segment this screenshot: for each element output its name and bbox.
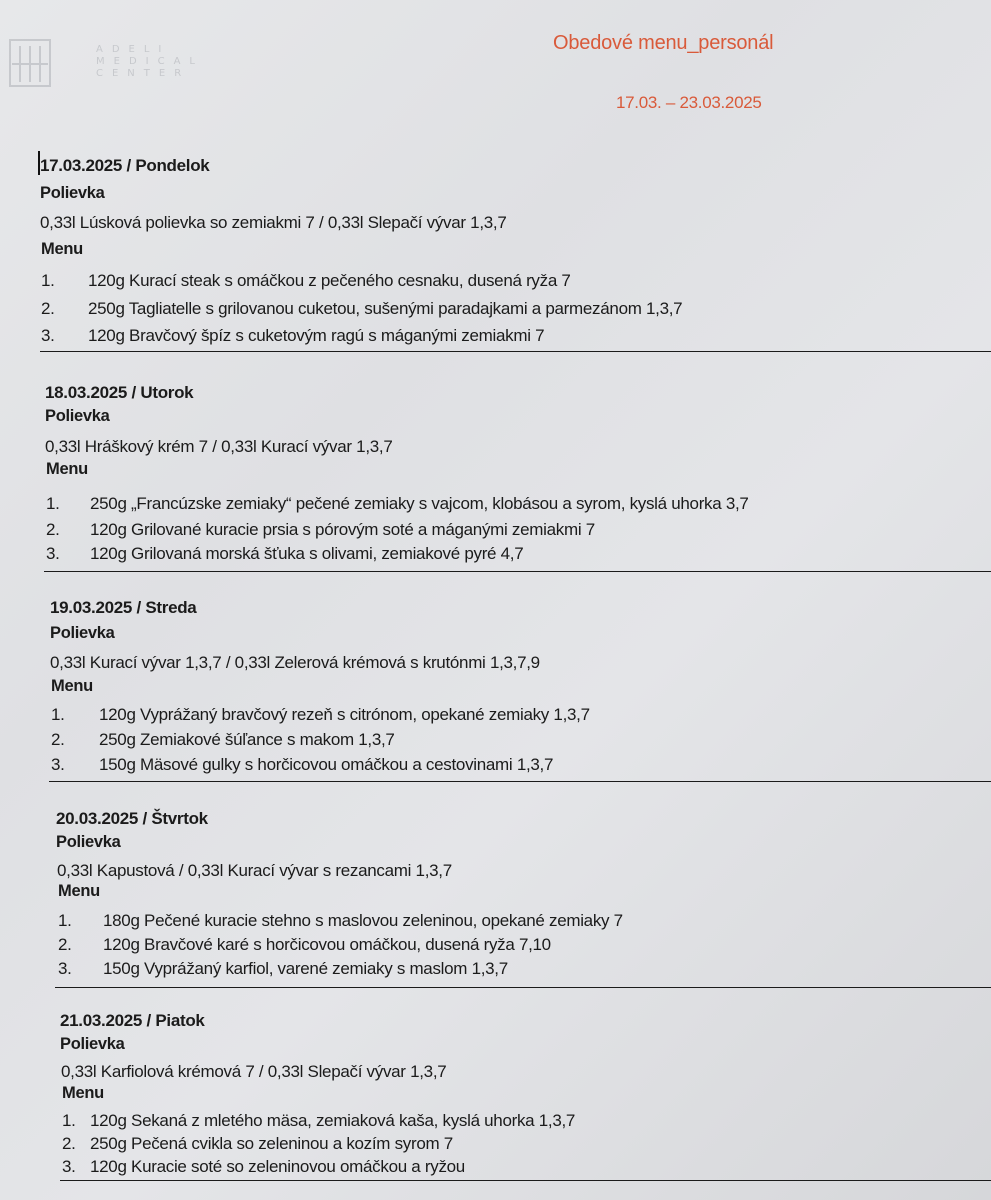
menu-item-number: 1. — [58, 911, 72, 930]
menu-item-number: 2. — [46, 520, 60, 539]
day-heading: 17.03.2025 / Pondelok — [40, 156, 210, 175]
soup-label: Polievka — [60, 1035, 125, 1053]
menu-item — [46, 520, 595, 540]
menu-item — [62, 1111, 575, 1131]
day-heading: 19.03.2025 / Streda — [50, 598, 197, 617]
section-divider — [60, 1180, 991, 1181]
menu-item-number: 2. — [41, 299, 55, 318]
menu-item-number: 2. — [62, 1134, 76, 1153]
menu-label: Menu — [46, 460, 88, 478]
menu-item-number: 1. — [51, 705, 65, 724]
soup-line: 0,33l Lúsková polievka so zemiakmi 7 / 0,33l Slepačí vývar 1,3,7 — [40, 213, 507, 232]
menu-item-text: 120g Kurací steak s omáčkou z pečeného cesnaku, dusená ryža 7 — [88, 271, 571, 290]
section-divider — [49, 781, 991, 782]
menu-item-text: 150g Mäsové gulky s horčicovou omáčkou a cestovinami 1,3,7 — [99, 755, 554, 774]
section-divider — [44, 571, 991, 572]
menu-label: Menu — [58, 882, 100, 900]
menu-item-text: 250g Zemiakové šúľance s makom 1,3,7 — [99, 730, 395, 749]
menu-label: Menu — [62, 1084, 104, 1102]
soup-line: 0,33l Kapustová / 0,33l Kurací vývar s rezancami 1,3,7 — [57, 861, 452, 880]
clinic-logo-icon — [8, 38, 54, 90]
clinic-logo-text: ADELI MEDICAL CENTER — [96, 44, 204, 79]
menu-item — [41, 326, 544, 346]
menu-item-text: 250g Tagliatelle s grilovanou cuketou, sušenými paradajkami a parmezánom 1,3,7 — [88, 299, 683, 318]
day-heading: 18.03.2025 / Utorok — [45, 383, 194, 402]
section-divider — [40, 351, 991, 352]
menu-item — [62, 1157, 465, 1177]
menu-item-number: 2. — [51, 730, 65, 749]
menu-item — [46, 544, 523, 564]
soup-label: Polievka — [56, 833, 121, 851]
menu-item-number: 3. — [51, 755, 65, 774]
menu-item-text: 180g Pečené kuracie stehno s maslovou zeleninou, opekané zemiaky 7 — [103, 911, 623, 930]
day-heading: 21.03.2025 / Piatok — [60, 1011, 205, 1030]
menu-item — [62, 1134, 453, 1154]
menu-item-text: 120g Grilované kuracie prsia s pórovým soté a máganými zemiakmi 7 — [90, 520, 595, 539]
menu-item — [58, 959, 508, 979]
soup-line: 0,33l Karfiolová krémová 7 / 0,33l Slepačí vývar 1,3,7 — [61, 1062, 447, 1081]
menu-item-text: 120g Kuracie soté so zeleninovou omáčkou a ryžou — [90, 1157, 465, 1176]
soup-line: 0,33l Kurací vývar 1,3,7 / 0,33l Zelerová krémová s krutónmi 1,3,7,9 — [50, 653, 540, 672]
menu-item-number: 1. — [62, 1111, 76, 1130]
menu-item-number: 3. — [62, 1157, 76, 1176]
menu-item — [46, 494, 749, 514]
soup-label: Polievka — [45, 407, 110, 425]
menu-item-text: 120g Sekaná z mletého mäsa, zemiaková kaša, kyslá uhorka 1,3,7 — [90, 1111, 576, 1130]
menu-item-text: 120g Bravčový špíz s cuketovým ragú s máganými zemiakmi 7 — [88, 326, 545, 345]
menu-item — [41, 271, 571, 291]
menu-item-number: 3. — [46, 544, 60, 563]
menu-item-text: 120g Bravčové karé s horčicovou omáčkou, dusená ryža 7,10 — [103, 935, 551, 954]
menu-item — [58, 935, 551, 955]
soup-label: Polievka — [50, 624, 115, 642]
clinic-logo — [8, 38, 204, 94]
menu-label: Menu — [41, 240, 83, 258]
menu-item-text: 120g Grilovaná morská šťuka s olivami, zemiakové pyré 4,7 — [90, 544, 524, 563]
date-range: 17.03. – 23.03.2025 — [616, 93, 762, 112]
menu-item — [41, 299, 682, 319]
menu-item-text: 150g Vyprážaný karfiol, varené zemiaky s maslom 1,3,7 — [103, 959, 508, 978]
menu-item-text: 250g „Francúzske zemiaky“ pečené zemiaky s vajcom, klobásou a syrom, kyslá uhorka 3,7 — [90, 494, 749, 513]
page-title: Obedové menu_personál — [553, 32, 774, 54]
menu-item — [51, 730, 395, 750]
menu-item-number: 3. — [58, 959, 72, 978]
menu-item-number: 1. — [41, 271, 55, 290]
menu-item — [51, 755, 553, 775]
soup-label: Polievka — [40, 184, 105, 202]
menu-item-number: 2. — [58, 935, 72, 954]
day-heading: 20.03.2025 / Štvrtok — [56, 809, 208, 828]
menu-item-text: 120g Vyprážaný bravčový rezeň s citrónom, opekané zemiaky 1,3,7 — [99, 705, 590, 724]
section-divider — [55, 987, 991, 988]
menu-item-number: 1. — [46, 494, 60, 513]
menu-item — [51, 705, 590, 725]
menu-item — [58, 911, 623, 931]
menu-item-text: 250g Pečená cvikla so zeleninou a kozím syrom 7 — [90, 1134, 453, 1153]
menu-label: Menu — [51, 677, 93, 695]
soup-line: 0,33l Hráškový krém 7 / 0,33l Kurací vývar 1,3,7 — [45, 437, 393, 456]
menu-item-number: 3. — [41, 326, 55, 345]
